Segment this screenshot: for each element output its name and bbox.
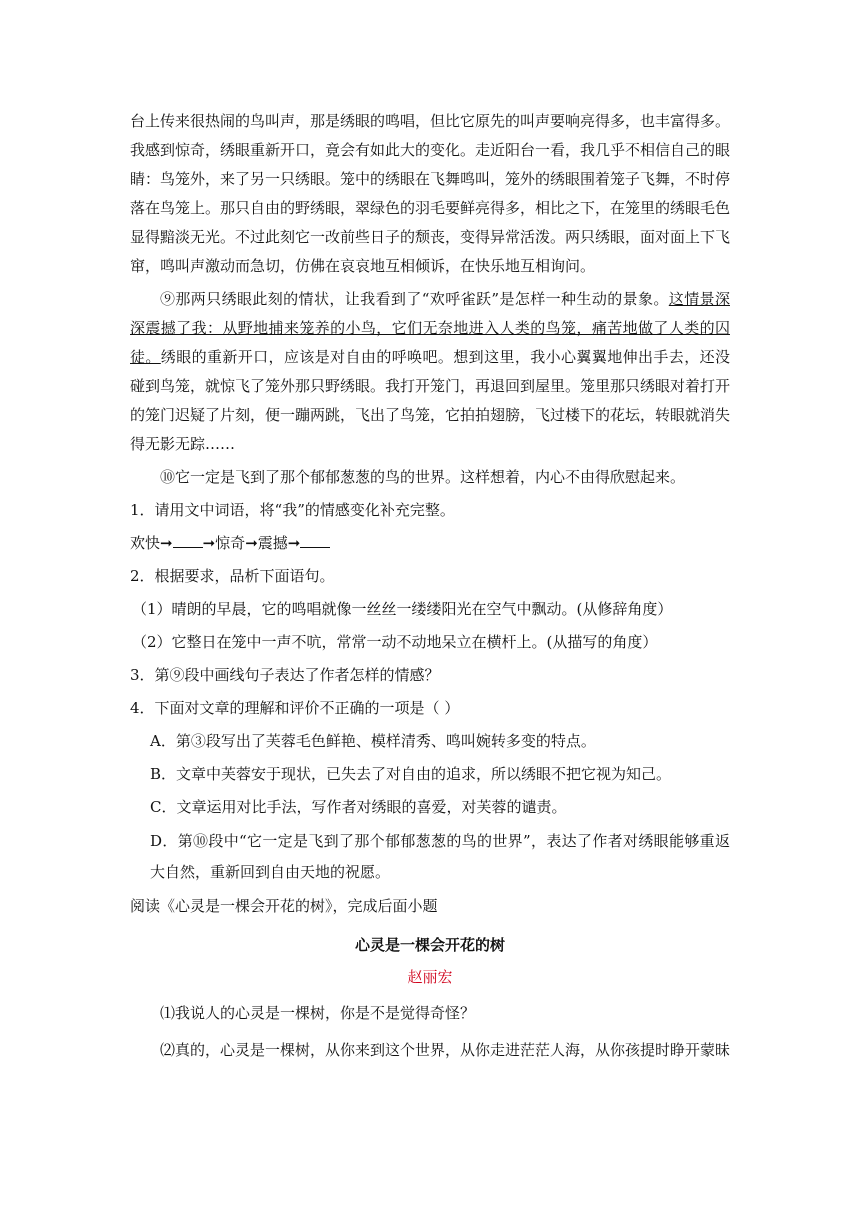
answer-blank-1[interactable] [173, 531, 203, 548]
article-author: 赵丽宏 [407, 968, 453, 986]
question-1-emotion-chain [130, 529, 730, 558]
question-4-option-a: A．第③段写出了芙蓉毛色鲜艳、模样清秀、鸣叫婉转多变的特点。 [150, 732, 596, 750]
reading-intro: 阅读《心灵是一棵会开花的树》，完成后面小题 [130, 897, 438, 915]
arrow-icon: ➞ [160, 534, 173, 552]
article-title: 心灵是一棵会开花的树 [354, 936, 505, 954]
question-1: 1．请用文中词语，将“我”的情感变化补充完整。 [130, 501, 455, 519]
paragraph-9-rest: 绣眼的重新开口，应该是对自由的呼唤吧。想到这里，我小心翼翼地伸出手去，还没碰到鸟笼，就惊飞了笼外那只野绣眼。我打开笼门，再退回到屋里。笼里那只绣眼对着打开的笼门迟疑了片刻，便一蹦两跳，飞出了鸟笼，它拍拍翅膀，飞过楼下的花坛，转眼就消失得无影无踪…… [130, 348, 731, 453]
question-3: 3．第⑨段中画线句子表达了作者怎样的情感？ [130, 666, 440, 684]
passage-paragraph-8: 台上传来很热闹的鸟叫声，那是绣眼的鸣唱，但比它原先的叫声要响亮得多，也丰富得多。我感到惊奇，绣眼重新开口，竟会有如此大的变化。走近阳台一看，我几乎不相信自己的眼睛：鸟笼外，来了另一只绣眼。笼中的绣眼在飞舞鸣叫，笼外的绣眼围着笼子飞舞，不时停落在鸟笼上。那只自由的野绣眼，翠绿色的羽毛要鲜亮得多，相比之下，在笼里的绣眼毛色显得黯淡无光。不过此刻它一改前些日子的颓丧，变得异常活泼。两只绣眼，面对面上下飞窜，鸣叫声激动而急切，仿佛在哀哀地互相倾诉，在快乐地互相询问。 [130, 112, 731, 275]
question-4-option-d: D．第⑩段中“它一定是飞到了那个郁郁葱葱的鸟的世界”，表达了作者对绣眼能够重返大自然，重新回到自由天地的祝愿。 [150, 832, 730, 881]
arrow-icon: ➞ [287, 534, 301, 552]
paragraph-9-lead: ⑨那两只绣眼此刻的情状，让我看到了“欢呼雀跃”是怎样一种生动的景象。 [160, 290, 669, 308]
article-paragraph-2: ⑵真的，心灵是一棵树，从你来到这个世界，从你走进茫茫人海，从你孩提时睁开蒙昧 [160, 1041, 731, 1059]
question-2-2: （2）它整日在笼中一声不吭，常常一动不动地呆立在横杆上。(从描写的角度） [132, 633, 658, 651]
passage-paragraph-9 [130, 285, 730, 459]
emotion-3: 震撼 [257, 534, 288, 552]
question-2-1: （1）晴朗的早晨，它的鸣唱就像一丝丝一缕缕阳光在空气中飘动。(从修辞角度） [132, 600, 673, 618]
answer-blank-2[interactable] [300, 531, 330, 548]
arrow-icon: ➞ [245, 534, 258, 552]
question-4-option-c: C．文章运用对比手法，写作者对绣眼的喜爱，对芙蓉的谴责。 [150, 798, 567, 816]
underlined-sentence: 这情景深深震撼了我：从野地捕来笼养的小鸟，它们无奈地进入人类的鸟笼，痛苦地做了人类的囚徒。 [130, 290, 730, 366]
article-paragraph-1: ⑴我说人的心灵是一棵树，你是不是觉得奇怪？ [160, 1004, 476, 1022]
passage-paragraph-10: ⑩它一定是飞到了那个郁郁葱葱的鸟的世界。这样想着，内心不由得欣慰起来。 [160, 468, 686, 486]
emotion-1: 欢快 [130, 534, 161, 552]
document-content [130, 107, 730, 1065]
question-4: 4．下面对文章的理解和评价不正确的一项是（ ） [130, 699, 460, 717]
question-4-option-b: B．文章中芙蓉安于现状，已失去了对自由的追求，所以绣眼不把它视为知己。 [150, 765, 672, 783]
question-2: 2．根据要求，品析下面语句。 [130, 567, 335, 585]
emotion-2: 惊奇 [215, 534, 246, 552]
arrow-icon: ➞ [202, 534, 216, 552]
